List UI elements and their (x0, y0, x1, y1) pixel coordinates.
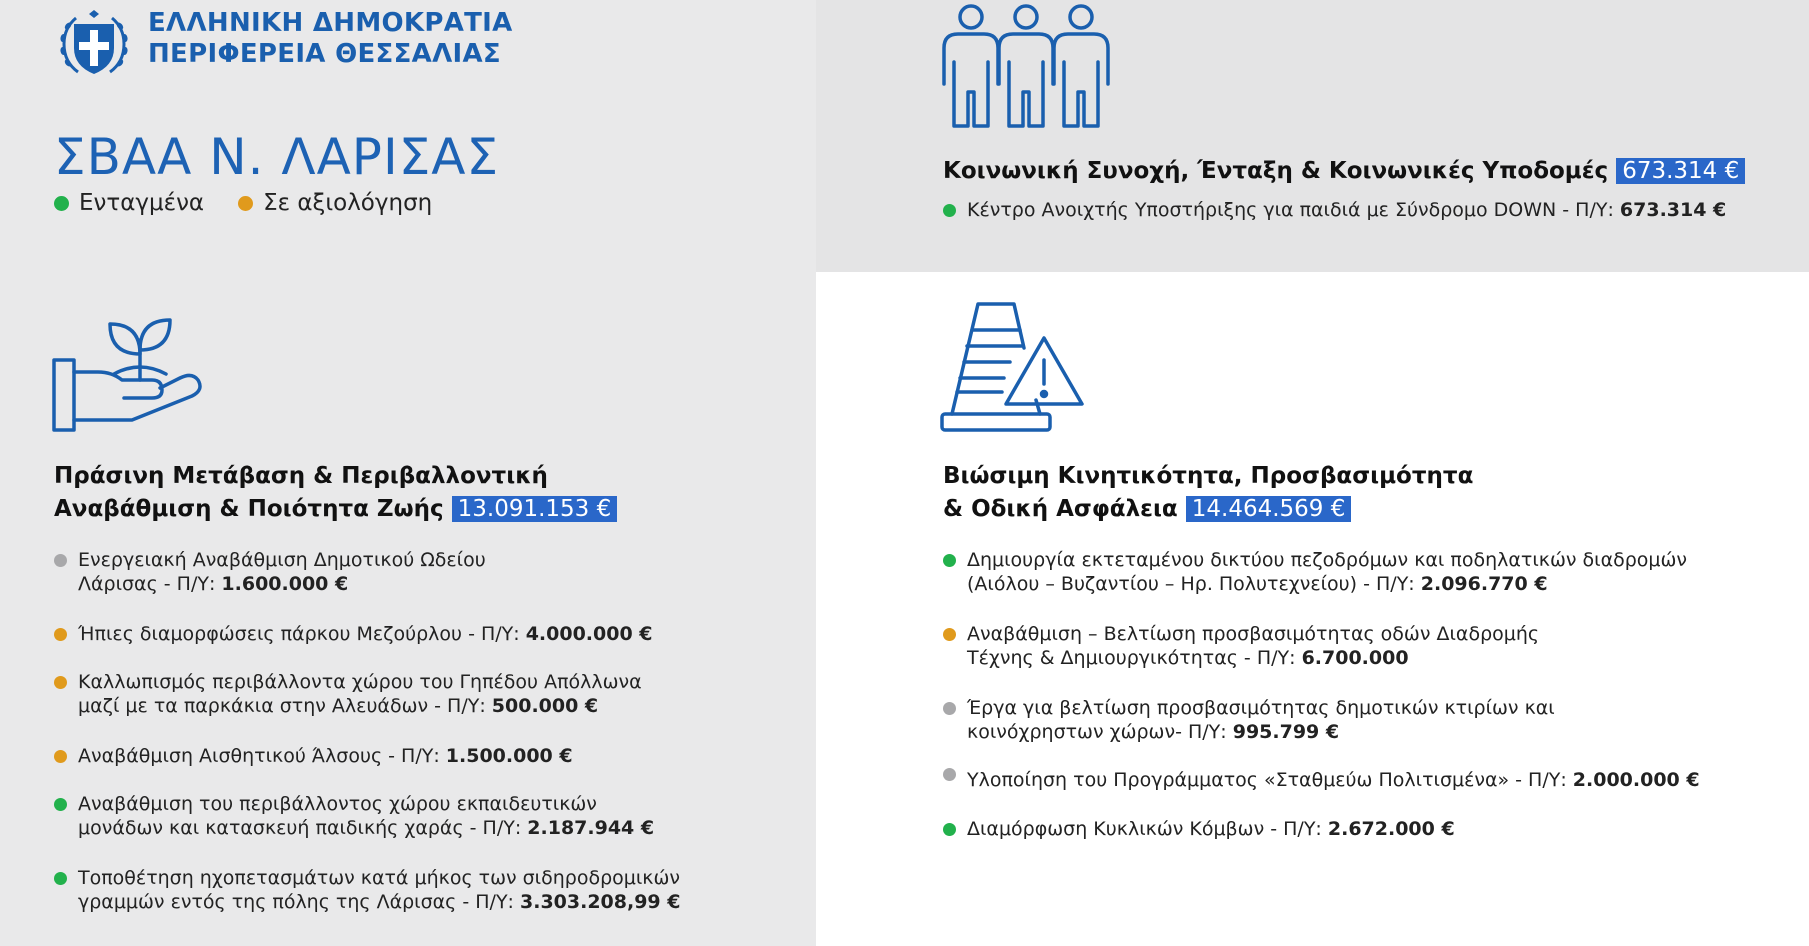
project-name-line-2: γραμμών εντός της πόλης της Λάρισας (78, 891, 457, 913)
budget-prefix: - Π/Υ: (1175, 721, 1233, 743)
project-budget: 2.096.770 € (1420, 573, 1548, 595)
list-item (943, 817, 1455, 841)
status-dot (943, 554, 956, 567)
list-item (54, 744, 573, 768)
status-dot (54, 628, 67, 641)
project-name-line-2: Τέχνης & Δημιουργικότητας (967, 647, 1238, 669)
budget-prefix: - Π/Υ: (463, 817, 528, 839)
project-name: Διαμόρφωση Κυκλικών Κόμβων (967, 818, 1265, 840)
list-item (943, 548, 1687, 596)
org-line-1: ΕΛΛΗΝΙΚΗ ΔΗΜΟΚΡΑΤΙΑ (148, 8, 513, 38)
green-amount-badge: 13.091.153 € (452, 496, 618, 522)
status-dot (54, 750, 67, 763)
project-budget: 3.303.208,99 € (520, 891, 681, 913)
project-name: Υλοποίηση του Προγράμματος «Σταθμεύω Πολιτισμένα» (967, 769, 1510, 791)
project-name-line-1: Ενεργειακή Αναβάθμιση Δημοτικού Ωδείου (78, 549, 486, 571)
page-title: ΣΒΑΑ Ν. ΛΑΡΙΣΑΣ (54, 128, 500, 186)
project-name: Κέντρο Ανοιχτής Υποστήριξης για παιδιά με Σύνδρομο DOWN (967, 199, 1557, 221)
project-name-line-1: Δημιουργία εκτεταμένου δικτύου πεζοδρόμων και ποδηλατικών διαδρομών (967, 549, 1688, 571)
status-dot (943, 768, 956, 781)
mobility-section-title (943, 460, 1473, 526)
budget-prefix: - Π/Υ: (1264, 818, 1328, 840)
budget-prefix: - Π/Υ: (456, 891, 520, 913)
org-line-2: ΠΕΡΙΦΕΡΕΙΑ ΘΕΣΣΑΛΙΑΣ (148, 39, 501, 69)
budget-prefix: - Π/Υ: (157, 573, 222, 595)
project-name: Ήπιες διαμορφώσεις πάρκου Μεζούρλου (78, 623, 463, 645)
project-name-line-1: Αναβάθμιση του περιβάλλοντος χώρου εκπαιδευτικών (78, 793, 597, 815)
status-dot (54, 196, 69, 211)
list-item (54, 866, 680, 914)
project-budget: 995.799 € (1232, 721, 1340, 743)
list-item (943, 696, 1555, 744)
budget-prefix: - Π/Υ: (1357, 573, 1421, 595)
project-budget: 1.500.000 € (445, 745, 573, 767)
legend-label: Ενταγμένα (79, 190, 205, 216)
organization-name (148, 8, 513, 70)
status-dot (943, 702, 956, 715)
project-budget: 2.000.000 € (1572, 769, 1700, 791)
project-name-line-2: μαζί με τα παρκάκια στην Αλευάδων (78, 695, 429, 717)
status-dot (943, 628, 956, 641)
traffic-cone-warning-icon (940, 300, 1086, 434)
project-name-line-1: Έργα για βελτίωση προσβασιμότητας δημοτικών κτιρίων και (967, 697, 1555, 719)
mobility-amount-badge: 14.464.569 € (1186, 496, 1352, 522)
list-item (54, 670, 642, 718)
mobility-title-line-1: Βιώσιμη Κινητικότητα, Προσβασιμότητα (943, 463, 1474, 489)
social-amount-badge: 673.314 € (1616, 158, 1745, 184)
project-name-line-1: Καλλωπισμός περιβάλλοντα χώρου του Γηπέδου Απόλλωνα (78, 671, 642, 693)
status-dot (238, 196, 253, 211)
greek-region-emblem-icon (54, 4, 134, 84)
project-name-line-1: Τοποθέτηση ηχοπετασμάτων κατά μήκος των σιδηροδρομικών (78, 867, 681, 889)
legend-evaluation (238, 190, 432, 216)
green-title-text: Αναβάθμιση & Ποιότητα Ζωής (54, 496, 444, 522)
legend-label: Σε αξιολόγηση (263, 190, 433, 216)
project-budget: 2.187.944 € (527, 817, 655, 839)
social-project-list (943, 198, 1726, 222)
project-name-line-2: (Αιόλου – Βυζαντίου – Ηρ. Πολυτεχνείου) (967, 573, 1358, 595)
budget-prefix: - Π/Υ: (462, 623, 526, 645)
mobility-title-text: & Οδική Ασφάλεια (943, 496, 1178, 522)
budget-prefix: - Π/Υ: (1509, 769, 1573, 791)
project-name-line-2: μονάδων και κατασκευή παιδικής χαράς (78, 817, 464, 839)
legend (54, 190, 432, 216)
project-name-line-2: κοινόχρηστων χώρων (967, 721, 1176, 743)
green-title-line-2 (54, 493, 617, 526)
project-name: Αναβάθμιση Αισθητικού Άλσους (78, 745, 383, 767)
list-item (54, 548, 486, 596)
legend-integrated (54, 190, 204, 216)
budget-prefix: - Π/Υ: (1556, 199, 1620, 221)
list-item (943, 198, 1726, 222)
social-section-title (943, 155, 1745, 188)
people-group-icon (940, 4, 1112, 130)
status-dot (943, 823, 956, 836)
budget-prefix: - Π/Υ: (428, 695, 492, 717)
list-item (943, 768, 1700, 792)
status-dot (54, 872, 67, 885)
list-item (54, 792, 654, 840)
status-dot (943, 204, 956, 217)
list-item (943, 622, 1539, 670)
project-budget: 500.000 € (491, 695, 599, 717)
status-dot (54, 554, 67, 567)
mobility-title-line-2 (943, 493, 1473, 526)
list-item (54, 622, 653, 646)
project-name-line-1: Αναβάθμιση – Βελτίωση προσβασιμότητας οδών Διαδρομής (967, 623, 1540, 645)
project-budget: 4.000.000 € (525, 623, 653, 645)
plant-in-hand-icon (52, 300, 206, 434)
project-budget: 2.672.000 € (1327, 818, 1455, 840)
status-dot (54, 798, 67, 811)
social-title-text: Κοινωνική Συνοχή, Ένταξη & Κοινωνικές Υποδομές (943, 158, 1609, 184)
project-budget: 1.600.000 € (221, 573, 349, 595)
project-budget: 673.314 € (1619, 199, 1727, 221)
project-budget: 6.700.000 (1301, 647, 1409, 669)
status-dot (54, 676, 67, 689)
project-name-line-2: Λάρισας (78, 573, 158, 595)
green-section-title (54, 460, 617, 526)
budget-prefix: - Π/Υ: (1237, 647, 1302, 669)
green-title-line-1: Πράσινη Μετάβαση & Περιβαλλοντική (54, 463, 548, 489)
budget-prefix: - Π/Υ: (382, 745, 446, 767)
